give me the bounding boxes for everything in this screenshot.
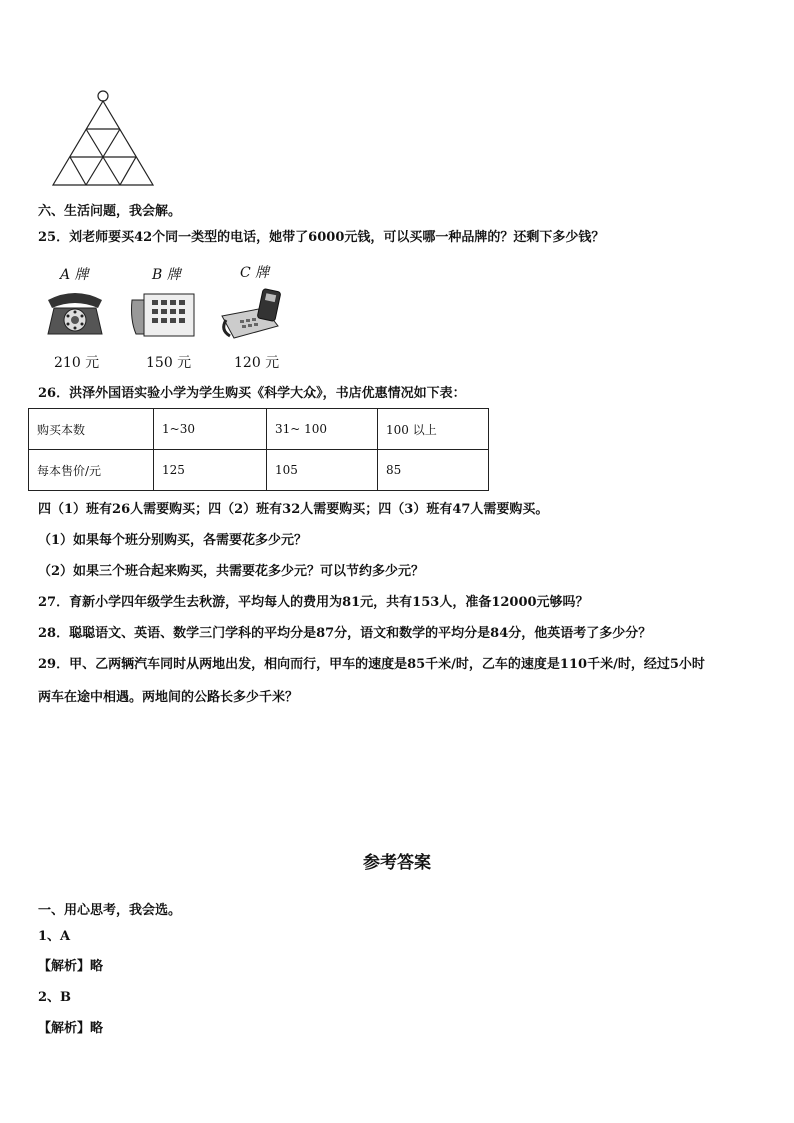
table-cell: 每本售价/元 (29, 450, 154, 491)
keypad-phone-icon (128, 290, 198, 340)
question-26-sub-1: （1）如果每个班分别购买，各需要花多少元？ (38, 533, 308, 548)
question-25: 25．刘老师要买42个同一类型的电话，她带了6000元钱，可以买哪一种品牌的？还剩下多少钱？ (38, 230, 605, 245)
rotary-phone-icon (44, 288, 106, 340)
brand-c-label: C 牌 (240, 265, 270, 281)
answer-2-note: 【解析】略 (38, 1021, 104, 1036)
table-cell: 购买本数 (29, 409, 154, 450)
discount-table (28, 408, 489, 491)
brand-b-price: 150 元 (146, 355, 192, 371)
question-26-condition: 四（1）班有26人需要购买；四（2）班有32人需要购买；四（3）班有47人需要购买。 (38, 502, 549, 517)
cordless-phone-icon (216, 286, 286, 344)
answer-1: 1、A (38, 929, 71, 944)
table-cell: 31~ 100 (267, 409, 378, 450)
brand-a-label: A 牌 (60, 267, 89, 283)
answers-heading: 参考答案 (363, 853, 431, 873)
table-row (29, 409, 489, 450)
table-row (29, 450, 489, 491)
brand-b-label: B 牌 (152, 267, 181, 283)
brand-a-price: 210 元 (54, 355, 100, 371)
answer-1-note: 【解析】略 (38, 959, 104, 974)
question-27: 27．育新小学四年级学生去秋游，平均每人的费用为81元，共有153人，准备12000元够吗？ (38, 595, 589, 610)
question-26: 26．洪泽外国语实验小学为学生购买《科学大众》，书店优惠情况如下表： (38, 386, 466, 401)
answers-section-1: 一、用心思考，我会选。 (38, 903, 182, 918)
brand-c-price: 120 元 (234, 355, 280, 371)
question-29-line-1: 29．甲、乙两辆汽车同时从两地出发，相向而行，甲车的速度是85千米/时，乙车的速度是110千米/时，经过5小时 (38, 657, 705, 672)
table-cell: 105 (267, 450, 378, 491)
table-cell: 85 (378, 450, 489, 491)
table-cell: 1~30 (154, 409, 267, 450)
section-6-title: 六、生活问题，我会解。 (38, 204, 182, 219)
triangle-figure (46, 88, 160, 190)
question-26-sub-2: （2）如果三个班合起来购买，共需要花多少元？可以节约多少元？ (38, 564, 425, 579)
table-cell: 125 (154, 450, 267, 491)
answer-2: 2、B (38, 990, 72, 1005)
question-28: 28．聪聪语文、英语、数学三门学科的平均分是87分，语文和数学的平均分是84分，他英语考了多少分？ (38, 626, 652, 641)
table-cell: 100 以上 (378, 409, 489, 450)
question-29-line-2: 两车在途中相遇。两地间的公路长多少千米？ (38, 690, 299, 705)
